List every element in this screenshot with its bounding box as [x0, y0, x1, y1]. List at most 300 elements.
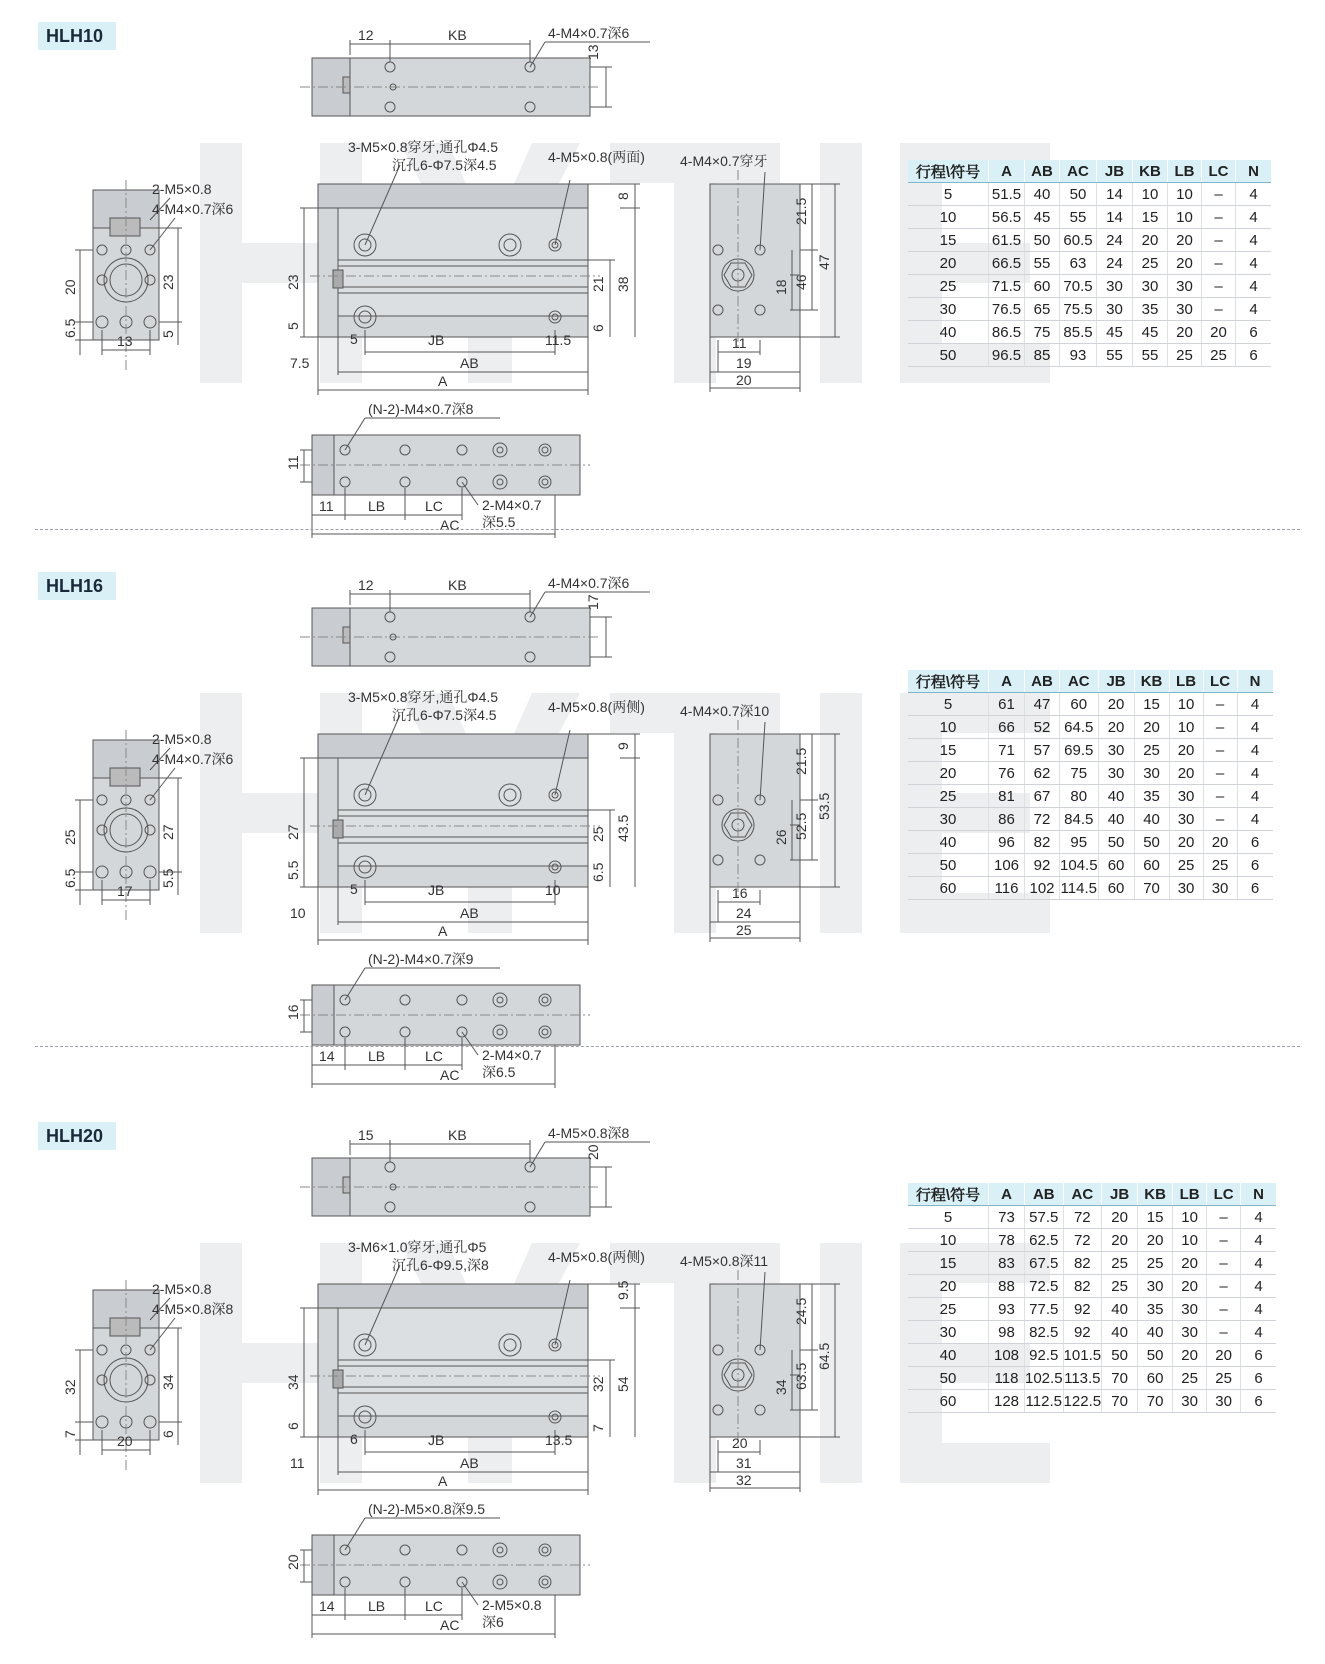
spec-cell: 4 — [1236, 252, 1272, 275]
spec-cell: 50 — [1098, 831, 1134, 854]
spec-header-cell: AB — [1025, 160, 1060, 183]
spec-cell: 20 — [1168, 321, 1202, 344]
side-dim-right2: 5.5 — [160, 868, 176, 888]
front-dim-left: 7.5 — [290, 355, 310, 371]
spec-cell: 85.5 — [1060, 321, 1097, 344]
spec-row — [908, 275, 1271, 298]
spec-cell: 57.5 — [1025, 1206, 1064, 1229]
spec-cell: 55 — [1060, 206, 1097, 229]
front-dim-a: A — [438, 373, 448, 389]
spec-cell: 45 — [1097, 321, 1133, 344]
spec-cell: 30 — [1098, 762, 1134, 785]
spec-row — [908, 762, 1273, 785]
end-dim-5: 16 — [732, 885, 748, 901]
spec-cell: 40 — [1102, 1298, 1138, 1321]
spec-cell: 50 — [1138, 1344, 1173, 1367]
spec-cell: – — [1203, 762, 1237, 785]
spec-cell: 63 — [1060, 252, 1097, 275]
spec-row — [908, 1206, 1276, 1229]
spec-cell: 67 — [1025, 785, 1060, 808]
end-dim-4: 34 — [773, 1379, 789, 1395]
spec-cell: 30 — [908, 808, 989, 831]
side-callout: 2-M5×0.8 — [152, 181, 212, 197]
spec-header-cell: AB — [1025, 670, 1060, 693]
spec-cell: 10 — [1168, 206, 1202, 229]
front-dim-a: A — [438, 923, 448, 939]
section-divider — [35, 529, 1300, 530]
spec-row — [908, 854, 1273, 877]
spec-cell: 25 — [908, 275, 989, 298]
spec-cell: 47 — [1025, 693, 1060, 716]
front-callout-a1: 3-M5×0.8穿牙,通孔Φ4.5 — [348, 689, 499, 705]
side-dim-right: 23 — [160, 274, 176, 290]
spec-cell: 15 — [1134, 693, 1169, 716]
spec-cell: 4 — [1236, 298, 1272, 321]
spec-cell: 25 — [908, 785, 989, 808]
spec-cell: 15 — [908, 739, 989, 762]
spec-cell: 40 — [1025, 183, 1060, 206]
side-dim-left2: 6.5 — [62, 868, 78, 888]
spec-table — [908, 1183, 1276, 1413]
spec-cell: 62 — [1025, 762, 1060, 785]
front-callout-a2: 沉孔6-Φ7.5深4.5 — [392, 707, 497, 723]
front-dim-jb: JB — [428, 1432, 445, 1448]
spec-cell: 4 — [1236, 206, 1272, 229]
spec-cell: 25 — [1202, 344, 1236, 367]
spec-cell: 50 — [1060, 183, 1097, 206]
bottom-dim-ac: AC — [440, 517, 460, 533]
end-dim-1: 21.5 — [793, 747, 809, 775]
top-dim-kb: KB — [448, 1127, 467, 1143]
spec-cell: 4 — [1236, 229, 1272, 252]
spec-row — [908, 1229, 1276, 1252]
spec-cell: 72.5 — [1025, 1275, 1064, 1298]
spec-header-row — [908, 670, 1273, 693]
spec-cell: 40 — [1102, 1321, 1138, 1344]
spec-cell: 67.5 — [1025, 1252, 1064, 1275]
top-callout: 4-M5×0.8深8 — [548, 1125, 630, 1141]
spec-row — [908, 1344, 1276, 1367]
spec-cell: 25 — [1173, 1367, 1207, 1390]
spec-cell: 40 — [1134, 808, 1169, 831]
top-dim-right: 17 — [585, 594, 601, 610]
spec-cell: 50 — [1102, 1344, 1138, 1367]
spec-cell: 30 — [1133, 275, 1168, 298]
spec-cell: 30 — [1138, 1275, 1173, 1298]
spec-cell: 10 — [1173, 1229, 1207, 1252]
front-dim-top: 9.5 — [615, 1280, 631, 1300]
spec-cell: 86.5 — [989, 321, 1025, 344]
spec-cell: 101.5 — [1063, 1344, 1102, 1367]
spec-header-cell: JB — [1097, 160, 1133, 183]
spec-cell: 55 — [1133, 344, 1168, 367]
spec-cell: 20 — [1169, 739, 1203, 762]
section-hlh16 — [0, 550, 1325, 1095]
section-divider — [35, 1046, 1300, 1047]
front-callout-a2: 沉孔6-Φ9.5,深8 — [392, 1257, 489, 1273]
spec-header-cell: N — [1237, 670, 1273, 693]
end-dim-7: 32 — [736, 1472, 752, 1488]
spec-cell: 40 — [908, 321, 989, 344]
spec-cell: 35 — [1138, 1298, 1173, 1321]
front-callout-a1: 3-M5×0.8穿牙,通孔Φ4.5 — [348, 139, 499, 155]
spec-cell: 73 — [989, 1206, 1025, 1229]
end-dim-5: 20 — [732, 1435, 748, 1451]
spec-cell: 20 — [1207, 1344, 1241, 1367]
spec-row — [908, 1252, 1276, 1275]
spec-cell: 30 — [1173, 1298, 1207, 1321]
spec-header-cell: A — [989, 160, 1025, 183]
front-dim-h: 23 — [285, 274, 301, 290]
spec-row — [908, 1321, 1276, 1344]
spec-cell: 95 — [1060, 831, 1099, 854]
spec-cell: 30 — [1203, 877, 1237, 900]
spec-cell: 40 — [1098, 808, 1134, 831]
front-callout-a2: 沉孔6-Φ7.5深4.5 — [392, 157, 497, 173]
spec-table — [908, 670, 1273, 900]
bottom-dim-lb: LB — [368, 1048, 386, 1064]
spec-cell: 30 — [1134, 762, 1169, 785]
spec-cell: 65 — [1025, 298, 1060, 321]
spec-cell: 40 — [1098, 785, 1134, 808]
spec-cell: – — [1207, 1206, 1241, 1229]
spec-body — [908, 693, 1273, 900]
front-dim-right: 11.5 — [545, 332, 572, 348]
spec-cell: 75.5 — [1060, 298, 1097, 321]
spec-cell: 122.5 — [1063, 1390, 1102, 1413]
spec-cell: 10 — [908, 206, 989, 229]
end-dim-2: 52.5 — [793, 812, 809, 840]
spec-cell: 50 — [908, 1367, 989, 1390]
front-callout-a1: 3-M6×1.0穿牙,通孔Φ5 — [348, 1239, 487, 1255]
spec-row — [908, 183, 1271, 206]
spec-cell: – — [1202, 229, 1236, 252]
spec-cell: 60 — [908, 1390, 989, 1413]
end-dim-6: 31 — [736, 1455, 752, 1471]
end-dim-1: 24.5 — [793, 1297, 809, 1325]
spec-row — [908, 785, 1273, 808]
spec-cell: 116 — [989, 877, 1025, 900]
spec-cell: 5 — [908, 1206, 989, 1229]
top-callout: 4-M4×0.7深6 — [548, 25, 630, 41]
spec-cell: 4 — [1237, 716, 1273, 739]
spec-cell: 70 — [1102, 1367, 1138, 1390]
side-dim-left: 32 — [62, 1379, 78, 1395]
spec-cell: 57 — [1025, 739, 1060, 762]
spec-cell: 35 — [1133, 298, 1168, 321]
spec-row — [908, 693, 1273, 716]
spec-cell: 6 — [1237, 831, 1273, 854]
front-dim-mid: 21 — [590, 276, 606, 292]
spec-header-cell: LC — [1203, 670, 1237, 693]
bottom-dim-left: 14 — [319, 1048, 335, 1064]
spec-cell: 40 — [908, 1344, 989, 1367]
spec-row — [908, 298, 1271, 321]
end-dim-6: 24 — [736, 905, 752, 921]
spec-cell: 60 — [1138, 1367, 1173, 1390]
spec-cell: 20 — [1168, 252, 1202, 275]
spec-row — [908, 739, 1273, 762]
spec-cell: 96.5 — [989, 344, 1025, 367]
spec-row — [908, 229, 1271, 252]
spec-header-cell: 行程\符号 — [908, 1183, 989, 1206]
spec-cell: 55 — [1025, 252, 1060, 275]
spec-cell: 4 — [1241, 1252, 1277, 1275]
spec-cell: 6 — [1241, 1367, 1277, 1390]
front-dim-5: 5 — [350, 881, 358, 897]
spec-cell: 10 — [908, 1229, 989, 1252]
spec-cell: 64.5 — [1060, 716, 1099, 739]
spec-cell: 70 — [1134, 877, 1169, 900]
spec-cell: 6 — [1241, 1390, 1277, 1413]
bottom-dim-lc: LC — [425, 498, 443, 514]
front-dim-h: 34 — [285, 1374, 301, 1390]
spec-cell: 15 — [908, 229, 989, 252]
spec-header-cell: LC — [1202, 160, 1236, 183]
spec-cell: 98 — [989, 1321, 1025, 1344]
front-dim-low: 7 — [590, 1424, 606, 1432]
spec-cell: 6 — [1237, 854, 1273, 877]
spec-cell: – — [1202, 252, 1236, 275]
bottom-dim-ac: AC — [440, 1067, 460, 1083]
spec-cell: 4 — [1241, 1321, 1277, 1344]
spec-cell: 40 — [908, 831, 989, 854]
spec-cell: 76.5 — [989, 298, 1025, 321]
spec-cell: 15 — [1133, 206, 1168, 229]
spec-cell: 108 — [989, 1344, 1025, 1367]
spec-cell: 30 — [1097, 298, 1133, 321]
spec-cell: – — [1207, 1321, 1241, 1344]
spec-cell: 4 — [1237, 785, 1273, 808]
front-dim-5: 5 — [350, 331, 358, 347]
front-dim-total: 38 — [615, 276, 631, 292]
spec-cell: – — [1203, 785, 1237, 808]
spec-cell: 10 — [1133, 183, 1168, 206]
spec-header-cell: AC — [1060, 160, 1097, 183]
spec-cell: 4 — [1237, 693, 1273, 716]
spec-cell: – — [1203, 716, 1237, 739]
spec-row — [908, 1367, 1276, 1390]
bottom-dim-h: 20 — [285, 1554, 301, 1570]
end-dim-7: 25 — [736, 922, 752, 938]
spec-cell: 20 — [1134, 716, 1169, 739]
spec-cell: 92 — [1063, 1298, 1102, 1321]
bottom-callout-b2: 深6.5 — [482, 1064, 516, 1080]
spec-cell: 24 — [1097, 229, 1133, 252]
spec-cell: 70 — [1102, 1390, 1138, 1413]
spec-cell: 60 — [1098, 877, 1134, 900]
front-dim-ab: AB — [460, 1455, 479, 1471]
bottom-dim-lc: LC — [425, 1598, 443, 1614]
front-dim-ab: AB — [460, 355, 479, 371]
spec-cell: – — [1203, 739, 1237, 762]
spec-header-cell: KB — [1134, 670, 1169, 693]
spec-cell: 72 — [1025, 808, 1060, 831]
bottom-callout-b2: 深5.5 — [482, 514, 516, 530]
spec-cell: 75 — [1060, 762, 1099, 785]
front-callout-b: 4-M5×0.8(两侧) — [548, 699, 645, 715]
spec-body — [908, 183, 1271, 367]
spec-row — [908, 252, 1271, 275]
spec-cell: 4 — [1237, 808, 1273, 831]
spec-cell: 25 — [908, 1298, 989, 1321]
top-dim-right: 13 — [585, 44, 601, 60]
spec-header-cell: JB — [1102, 1183, 1138, 1206]
spec-cell: 83 — [989, 1252, 1025, 1275]
spec-cell: 70.5 — [1060, 275, 1097, 298]
spec-cell: 4 — [1237, 739, 1273, 762]
spec-row — [908, 716, 1273, 739]
end-dim-6: 19 — [736, 355, 752, 371]
bottom-dim-left: 14 — [319, 1598, 335, 1614]
spec-cell: 30 — [1168, 298, 1202, 321]
spec-header-row — [908, 1183, 1276, 1206]
front-dim-top: 8 — [615, 192, 631, 200]
spec-cell: 93 — [1060, 344, 1097, 367]
top-dim-left: 12 — [358, 577, 374, 593]
front-dim-top: 9 — [615, 742, 631, 750]
spec-cell: 72 — [1063, 1229, 1102, 1252]
spec-cell: – — [1202, 298, 1236, 321]
spec-cell: 106 — [989, 854, 1025, 877]
spec-cell: – — [1207, 1275, 1241, 1298]
bottom-dim-lb: LB — [368, 1598, 386, 1614]
spec-cell: 30 — [1168, 275, 1202, 298]
spec-cell: 96 — [989, 831, 1025, 854]
section-hlh10 — [0, 0, 1325, 545]
spec-cell: 85 — [1025, 344, 1060, 367]
spec-cell: 88 — [989, 1275, 1025, 1298]
end-dim-2: 63.5 — [793, 1362, 809, 1390]
spec-cell: 78 — [989, 1229, 1025, 1252]
side-callout: 2-M5×0.8 — [152, 731, 212, 747]
front-callout-b: 4-M5×0.8(两侧) — [548, 1249, 645, 1265]
spec-cell: 10 — [1173, 1206, 1207, 1229]
spec-row — [908, 206, 1271, 229]
spec-cell: 20 — [1098, 693, 1134, 716]
spec-cell: 118 — [989, 1367, 1025, 1390]
top-dim-kb: KB — [448, 27, 467, 43]
spec-cell: 113.5 — [1063, 1367, 1102, 1390]
spec-cell: 4 — [1237, 762, 1273, 785]
front-callout-b: 4-M5×0.8(两面) — [548, 149, 645, 165]
side-callout2: 4-M4×0.7深6 — [152, 751, 234, 767]
spec-cell: 4 — [1236, 183, 1272, 206]
top-dim-left: 12 — [358, 27, 374, 43]
spec-cell: 14 — [1097, 183, 1133, 206]
spec-cell: 30 — [908, 298, 989, 321]
spec-cell: 20 — [1169, 762, 1203, 785]
spec-header-cell: 行程\符号 — [908, 670, 989, 693]
spec-cell: – — [1202, 206, 1236, 229]
spec-cell: 25 — [1134, 739, 1169, 762]
spec-cell: 20 — [1133, 229, 1168, 252]
spec-cell: 50 — [908, 344, 989, 367]
front-dim-low: 6 — [590, 324, 606, 332]
bottom-callout-b1: 2-M4×0.7 — [482, 497, 542, 513]
spec-cell: 69.5 — [1060, 739, 1099, 762]
spec-cell: 10 — [1169, 693, 1203, 716]
end-dim-3: 53.5 — [816, 792, 832, 820]
spec-cell: 20 — [908, 762, 989, 785]
bottom-dim-ac: AC — [440, 1617, 460, 1633]
side-dim-left: 20 — [62, 279, 78, 295]
spec-cell: 6 — [1236, 344, 1272, 367]
spec-cell: 61 — [989, 693, 1025, 716]
end-dim-1: 21.5 — [793, 197, 809, 225]
spec-cell: 62.5 — [1025, 1229, 1064, 1252]
spec-cell: – — [1203, 808, 1237, 831]
spec-cell: 20 — [908, 252, 989, 275]
model-title: HLH20 — [38, 1122, 116, 1150]
spec-cell: 71.5 — [989, 275, 1025, 298]
spec-header-cell: KB — [1133, 160, 1168, 183]
spec-cell: 51.5 — [989, 183, 1025, 206]
spec-row — [908, 877, 1273, 900]
model-title: HLH10 — [38, 22, 116, 50]
spec-cell: 4 — [1241, 1229, 1277, 1252]
spec-cell: 6 — [1236, 321, 1272, 344]
spec-header-cell: N — [1236, 160, 1272, 183]
spec-row — [908, 1298, 1276, 1321]
front-dim-left: 10 — [290, 905, 306, 921]
front-dim-h: 27 — [285, 824, 301, 840]
bottom-callout-a: (N-2)-M5×0.8深9.5 — [368, 1501, 486, 1517]
spec-cell: 6 — [1237, 877, 1273, 900]
spec-cell: 71 — [989, 739, 1025, 762]
spec-cell: 20 — [1173, 1275, 1207, 1298]
spec-cell: 50 — [1134, 831, 1169, 854]
front-dim-a: A — [438, 1473, 448, 1489]
spec-cell: 60 — [1098, 854, 1134, 877]
side-dim-left: 25 — [62, 829, 78, 845]
spec-cell: 82 — [1063, 1275, 1102, 1298]
spec-cell: 81 — [989, 785, 1025, 808]
front-dim-right: 13.5 — [545, 1432, 573, 1448]
spec-cell: 112.5 — [1025, 1390, 1064, 1413]
spec-cell: 102 — [1025, 877, 1060, 900]
spec-cell: 25 — [1207, 1367, 1241, 1390]
spec-cell: 10 — [908, 716, 989, 739]
end-dim-4: 26 — [773, 829, 789, 845]
spec-header-cell: LB — [1169, 670, 1203, 693]
front-dim-ab: AB — [460, 905, 479, 921]
spec-cell: 50 — [908, 854, 989, 877]
spec-cell: 55 — [1097, 344, 1133, 367]
front-dim-right: 10 — [545, 882, 561, 898]
spec-cell: 25 — [1169, 854, 1203, 877]
end-callout: 4-M4×0.7穿牙 — [680, 153, 768, 169]
spec-cell: 61.5 — [989, 229, 1025, 252]
spec-cell: 20 — [1169, 831, 1203, 854]
spec-cell: 30 — [1097, 275, 1133, 298]
spec-cell: 60 — [1134, 854, 1169, 877]
spec-cell: – — [1207, 1298, 1241, 1321]
spec-cell: – — [1207, 1252, 1241, 1275]
spec-cell: 15 — [1138, 1206, 1173, 1229]
end-dim-5: 11 — [732, 335, 747, 351]
bottom-callout-a: (N-2)-M4×0.7深8 — [368, 401, 474, 417]
spec-cell: 25 — [1102, 1275, 1138, 1298]
front-dim-base: 6 — [285, 1422, 301, 1430]
spec-cell: 24 — [1097, 252, 1133, 275]
side-dim-right: 27 — [160, 824, 176, 840]
front-dim-jb: JB — [428, 332, 445, 348]
spec-cell: 4 — [1241, 1298, 1277, 1321]
spec-cell: – — [1203, 693, 1237, 716]
spec-cell: 20 — [1102, 1229, 1138, 1252]
side-callout2: 4-M4×0.7深6 — [152, 201, 234, 217]
